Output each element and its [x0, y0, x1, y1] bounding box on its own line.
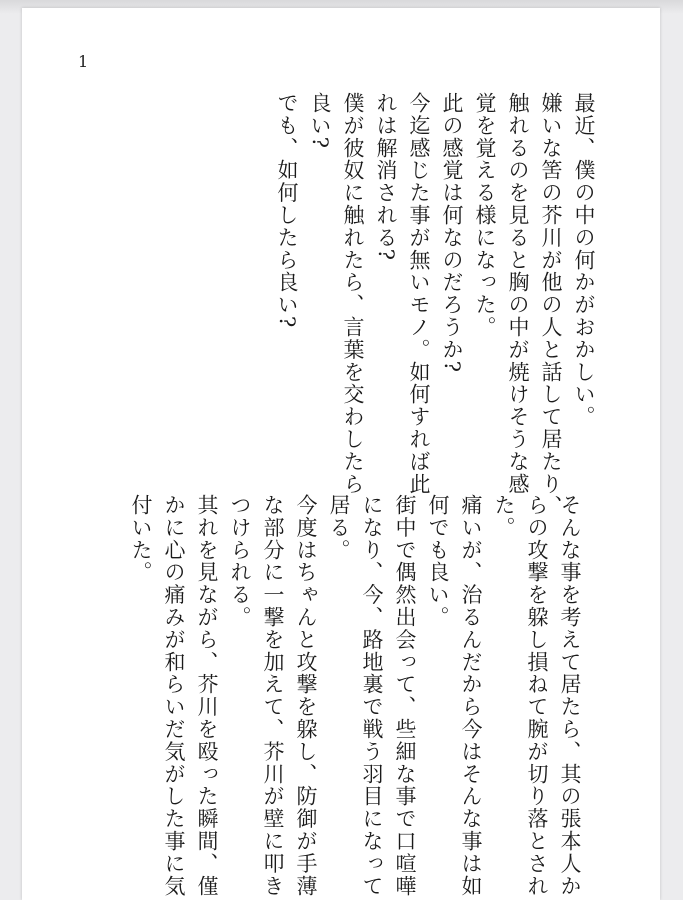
- text-line: 今度はちゃんと攻撃を躱し、防御が手薄: [294, 494, 318, 898]
- text-line: 其れを見ながら、芥川を殴った瞬間、僅: [195, 494, 219, 898]
- text-line: 覚を覚える様になった。: [473, 92, 497, 339]
- text-line: 最近、僕の中の何かがおかしい。: [572, 92, 596, 428]
- page-number: 1: [78, 52, 89, 71]
- text-line: た。: [492, 494, 516, 539]
- text-line: 此の感覚は何なのだろうか?: [440, 92, 464, 374]
- text-line: な部分に一撃を加えて、芥川が壁に叩き: [261, 494, 285, 898]
- text-line: つけられる。: [228, 494, 252, 629]
- text-line: 嫌いな筈の芥川が他の人と話して居たり、: [539, 92, 563, 518]
- text-line: そんな事を考えて居たら、其の張本人か: [558, 494, 582, 898]
- text-line: 街中で偶然出会って、些細な事で口喧嘩: [393, 494, 417, 898]
- text-line: 付いた。: [129, 494, 153, 584]
- document-page: [22, 8, 660, 900]
- text-line: 良い?: [308, 92, 332, 150]
- vertical-text-block-upper: [270, 92, 600, 518]
- text-line: 僕が彼奴に触れたら、言葉を交わしたら: [341, 92, 365, 496]
- text-line: 痛いが、治るんだから今はそんな事は如: [459, 494, 483, 898]
- text-line: 何でも良い。: [426, 494, 450, 629]
- text-line: 今迄感じた事が無いモノ。如何すれば此: [407, 92, 431, 496]
- text-line: でも、如何したら良い?: [275, 92, 299, 329]
- text-line: 居る。: [327, 494, 351, 562]
- text-line: れは解消される?: [374, 92, 398, 262]
- text-line: かに心の痛みが和らいだ気がした事に気: [162, 494, 186, 898]
- text-line: 触れるのを見ると胸の中が焼けそうな感: [506, 92, 530, 496]
- text-line: になり、今、路地裏で戦う羽目になって: [360, 494, 384, 898]
- vertical-text-block-lower: [124, 494, 586, 898]
- text-line: らの攻撃を躱し損ねて腕が切り落とされ: [525, 494, 549, 898]
